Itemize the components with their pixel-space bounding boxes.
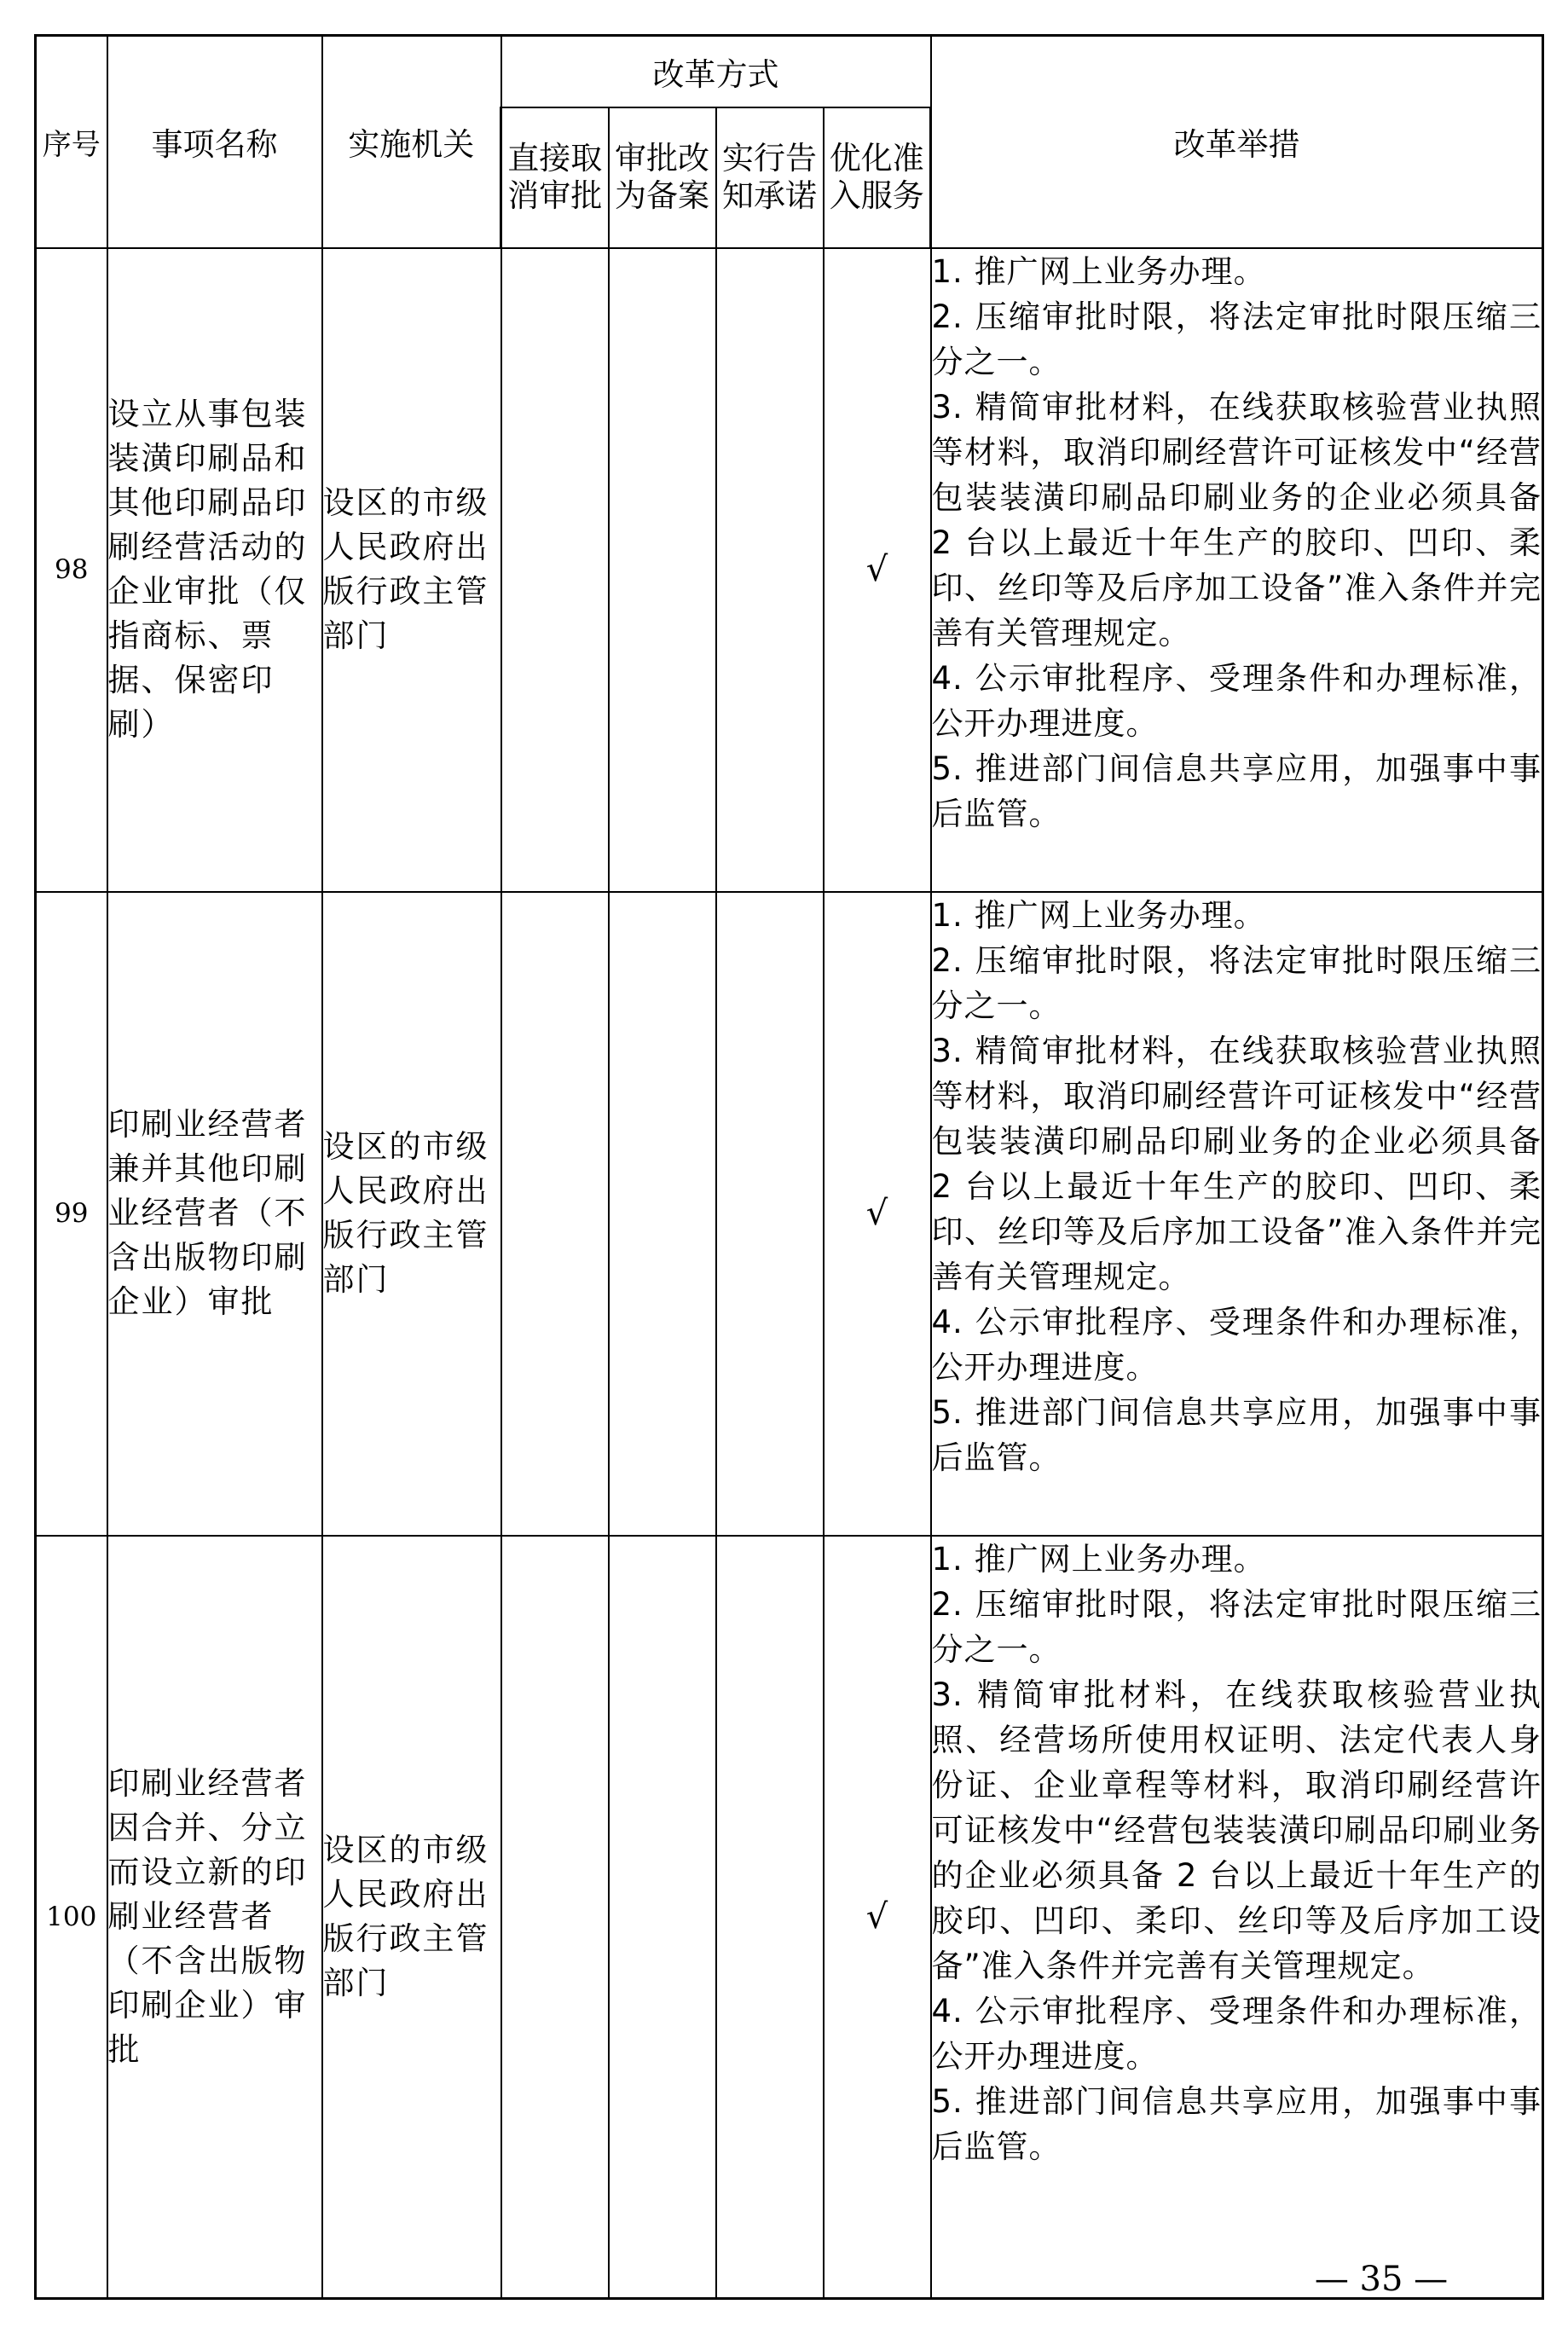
measure-item: 2. 压缩审批时限，将法定审批时限压缩三分之一。 — [931, 941, 1542, 1024]
measure-item: 3. 精简审批材料，在线获取核验营业执照、经营场所使用权证明、法定代表人身份证、企业章程等材料，取消印刷经营许可证核发中“经营包装装潢印刷品印刷业务的企业必须具备 2 台以上最近十年生产的胶印、凹印、柔印、丝印等及后序加工设备”准入条件并完善有关管理规定。 — [931, 1676, 1542, 1984]
mark-filing — [609, 1536, 716, 2299]
mark-cancel — [501, 248, 609, 892]
measure-item: 1. 推广网上业务办理。 — [931, 252, 1266, 290]
page-number: — 35 — — [1314, 2260, 1449, 2299]
header-row-top — [36, 36, 1543, 107]
item-name: 印刷业经营者兼并其他印刷业经营者（不含出版物印刷企业）审批 — [107, 892, 322, 1536]
measure-item: 1. 推广网上业务办理。 — [931, 1540, 1266, 1578]
reform-measures — [931, 1536, 1543, 2299]
reform-measures — [931, 892, 1543, 1536]
item-name: 印刷业经营者因合并、分立而设立新的印刷业经营者（不含出版物印刷企业）审批 — [107, 1536, 322, 2299]
header-mode-optimize: 优化准入服务 — [824, 107, 931, 248]
row-number: 100 — [36, 1536, 107, 2299]
item-name: 设立从事包装装潢印刷品和其他印刷品印刷经营活动的企业审批（仅指商标、票据、保密印刷） — [107, 248, 322, 892]
mark-commitment — [716, 248, 824, 892]
measure-item: 1. 推广网上业务办理。 — [931, 896, 1266, 934]
check-mark: √ — [824, 892, 931, 1536]
check-mark: √ — [824, 248, 931, 892]
header-item-name: 事项名称 — [107, 36, 322, 248]
header-seq: 序号 — [36, 36, 107, 248]
mark-commitment — [716, 1536, 824, 2299]
measure-item: 4. 公示审批程序、受理条件和办理标准，公开办理进度。 — [931, 1303, 1542, 1386]
measure-item: 2. 压缩审批时限，将法定审批时限压缩三分之一。 — [931, 298, 1542, 380]
header-measures: 改革举措 — [931, 36, 1543, 248]
measure-item: 3. 精简审批材料，在线获取核验营业执照等材料，取消印刷经营许可证核发中“经营包装装潢印刷品印刷业务的企业必须具备 2 台以上最近十年生产的胶印、凹印、柔印、丝印等及后序加工设备”准入条件并完善有关管理规定。 — [931, 388, 1542, 651]
mark-filing — [609, 892, 716, 1536]
table-row — [36, 892, 1543, 1536]
measure-item: 4. 公示审批程序、受理条件和办理标准，公开办理进度。 — [931, 1992, 1542, 2075]
header-reform-mode: 改革方式 — [501, 36, 931, 107]
measure-item: 2. 压缩审批时限，将法定审批时限压缩三分之一。 — [931, 1585, 1542, 1668]
mark-commitment — [716, 892, 824, 1536]
reform-measures — [931, 248, 1543, 892]
mark-cancel — [501, 892, 609, 1536]
row-number: 98 — [36, 248, 107, 892]
mark-cancel — [501, 1536, 609, 2299]
measure-item: 5. 推进部门间信息共享应用，加强事中事后监管。 — [931, 1393, 1542, 1476]
table-row — [36, 248, 1543, 892]
reform-table — [34, 34, 1544, 2300]
implementing-agency: 设区的市级人民政府出版行政主管部门 — [322, 892, 501, 1536]
implementing-agency: 设区的市级人民政府出版行政主管部门 — [322, 1536, 501, 2299]
header-agency: 实施机关 — [322, 36, 501, 248]
table-row — [36, 1536, 1543, 2299]
measure-item: 5. 推进部门间信息共享应用，加强事中事后监管。 — [931, 750, 1542, 832]
check-mark: √ — [824, 1536, 931, 2299]
header-mode-commitment: 实行告知承诺 — [716, 107, 824, 248]
header-mode-cancel: 直接取消审批 — [501, 107, 609, 248]
mark-filing — [609, 248, 716, 892]
measure-item: 5. 推进部门间信息共享应用，加强事中事后监管。 — [931, 2082, 1542, 2165]
measure-item: 3. 精简审批材料，在线获取核验营业执照等材料，取消印刷经营许可证核发中“经营包装装潢印刷品印刷业务的企业必须具备 2 台以上最近十年生产的胶印、凹印、柔印、丝印等及后序加工设备”准入条件并完善有关管理规定。 — [931, 1032, 1542, 1295]
row-number: 99 — [36, 892, 107, 1536]
measure-item: 4. 公示审批程序、受理条件和办理标准，公开办理进度。 — [931, 659, 1542, 742]
implementing-agency: 设区的市级人民政府出版行政主管部门 — [322, 248, 501, 892]
header-mode-filing: 审批改为备案 — [609, 107, 716, 248]
